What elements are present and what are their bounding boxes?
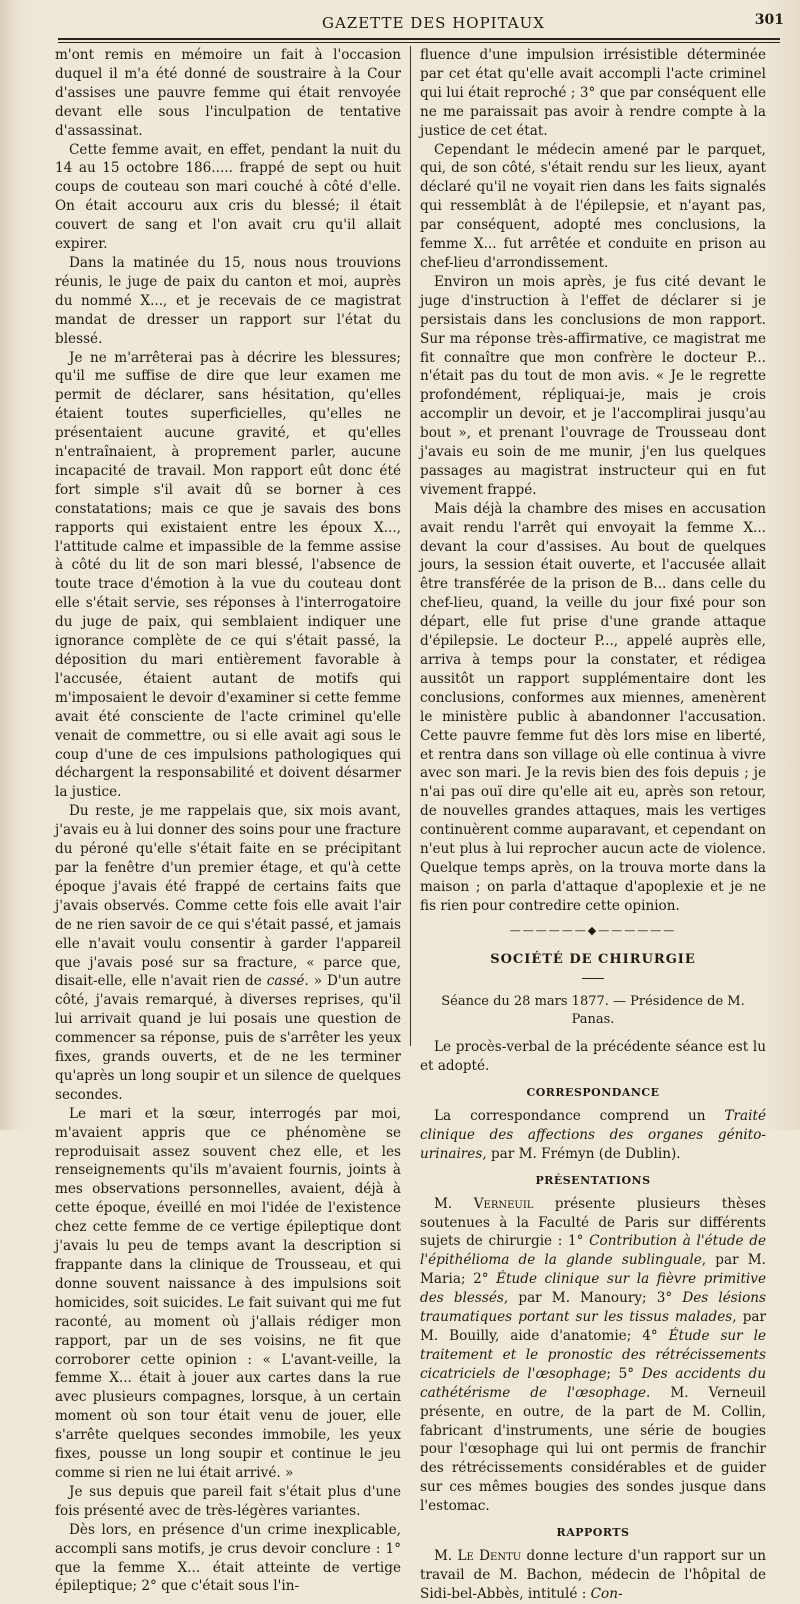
text-run: La correspondance comprend un: [434, 1108, 725, 1125]
header-rule-thick: [58, 38, 780, 40]
paragraph: [420, 1195, 766, 1516]
text-run: donne lecture d'un rapport sur un travail de M. Bachon, médecin de l'hôpital de Sidi-bel-Abbès, intitulé :: [420, 1547, 766, 1602]
emphasis: Étude sur le traitement et le pronostic des rétrécissements cicatriciels de l'œsophage: [420, 1328, 766, 1382]
paragraph: [420, 1547, 766, 1604]
paragraph: Le procès-verbal de la précédente séance est lu et adopté.: [420, 1039, 766, 1075]
paragraph: Je sus depuis que pareil fait s'était plus d'une fois présenté avec de très-légères variantes.: [55, 1483, 401, 1519]
left-column: [55, 46, 401, 1596]
paragraph: m'ont remis en mémoire un fait à l'occasion duquel il m'a été donné de soustraire à la Cour d'assises une pauvre femme qui était renvoyée devant elle sous l'inculpation de tentative d'assassinat.: [55, 47, 401, 139]
subheading-reports: RAPPORTS: [556, 1526, 630, 1540]
paragraph: [420, 1107, 766, 1164]
emphasis: Des lésions traumatiques portant sur les tissus malades: [420, 1290, 766, 1326]
header-rule-thin: [58, 42, 780, 43]
emphasis: Traité clinique des affections des organes génito-urinaires: [420, 1108, 766, 1162]
text-run: , par M. Maria; 2°: [420, 1252, 766, 1288]
paragraph: Mais déjà la chambre des mises en accusation avait rendu l'arrêt qui envoyait la femme X... devant la cour d'assises. Au bout de quelques jours, la session était ouverte, et l'accusée allait être transférée de la prison de B... dans celle du chef-lieu, quand, la veille du jour fixé pour son départ, elle fut prise d'une grande attaque d'épilepsie. Le docteur P..., appelé auprès elle, arriva à temps pour la constater, et rédigea aussitôt un rapport supplémentaire dont les conclusions, conformes aux miennes, amenèrent le ministère public à abandonner l'accusation. Cette pauvre femme fut dès lors mise en liberté, et rentra dans son village où elle continua à vivre avec son mari. Je la revis bien des fois depuis ; je n'ai pas ouï dire qu'elle ait eu, après son retour, de nouvelles grandes attaques, mais les vertiges continuèrent comme auparavant, et cependant on n'eut plus à lui reprocher aucun acte de violence. Quelque temps après, on la trouva morte dans la maison ; on parla d'attaque d'apoplexie et je ne fis rien pour contredire cette opinion.: [420, 500, 766, 914]
running-title: GAZETTE DES HOPITAUX: [322, 14, 545, 32]
speaker-name: M. Le Dentu: [434, 1547, 522, 1564]
text-run: , par M. Manoury; 3°: [503, 1290, 683, 1307]
text-run: présente plusieurs thèses soutenues à la Faculté de Paris sur différents sujets de chirurgie : 1°: [420, 1195, 766, 1250]
paragraph: fluence d'une impulsion irrésistible déterminée par cet état qu'elle avait accompli l'acte criminel qui lui était reproché ; 3° que par conséquent elle ne me paraissait pas avoir à rendre compte à la justice de cet état.: [420, 47, 766, 139]
text-run: . M. Verneuil présente, en outre, de la part de M. Collin, fabricant d'instruments, une série de bougies pour l'œsophage qui lui ont permis de franchir des rétrécissements considérables et de guider sur ces mêmes bougies des sondes jusque dans l'estomac.: [420, 1384, 766, 1515]
text-run: Du reste, je me rappelais que, six mois avant, j'avais eu à lui donner des soins pour une fracture du péroné qu'elle s'était faite en se précipitant par la fenêtre d'un premier étage, et qu'à cette époque j'avais été frappé de certains faits que j'avais observés. Comme cette fois elle avait l'air de ne rien savoir de ce qui s'était passé, et jamais elle n'avait voulu consentir à garder l'appareil que j'avais posé sur sa fracture, « parce que, disait-elle, elle n'avait rien de: [55, 803, 402, 990]
paragraph: Dès lors, en présence d'un crime inexplicable, accompli sans motifs, je crus devoir conclure : 1° que la femme X... était atteinte de vertige épileptique; 2° que c'était sous l'in-: [55, 1521, 401, 1595]
text-run: . » D'un autre côté, j'avais remarqué, à diverses reprises, qu'il lui arrivait quand je lui posais une question de commencer sa réponse, puis de s'arrêter les yeux fixes, grands ouverts, et de ne les terminer qu'après un long soupir et un silence de quelques secondes.: [55, 973, 401, 1103]
subheading-correspondence: CORRESPONDANCE: [526, 1086, 660, 1100]
right-column: [420, 46, 766, 1604]
emphasis: Con-: [590, 1585, 623, 1602]
emphasis: Des accidents du cathétérisme de l'œsophage: [420, 1365, 767, 1401]
text-run: , par M. Frémyn (de Dublin).: [482, 1145, 681, 1162]
text-run: , par M. Bouilly, aide d'anatomie; 4°: [420, 1309, 766, 1344]
section-title: SOCIÉTÉ DE CHIRURGIE: [490, 951, 696, 967]
paragraph: [55, 802, 401, 1105]
paragraph: Le mari et la sœur, interrogés par moi, m'avaient appris que ce phénomène se reproduisait assez souvent chez elle, et les renseignements qu'ils m'avaient fournis, joints à mes observations personnelles, avaient, déjà à cette époque, éveillé en moi l'idée de l'existence chez cette femme de ce vertige épileptique dont j'avais lu peu de temps avant la description si frappante dans la clinique de Trousseau, et qui donne souvent naissance à des impulsions soit homicides, soit suicides. Le fait suivant qui me fut raconté, au moment où j'allais rédiger mon rapport, par un de ses voisins, ne fit que corroborer cette opinion : « L'avant-veille, la femme X... était à jouer aux cartes dans la rue avec plusieurs compagnes, lorsque, à un certain moment où son tour était venu de jouer, elle s'arrête quelques secondes immobile, les yeux fixes, pousse un long soupir et continue le jeu comme si rien ne lui était arrivé. »: [55, 1105, 401, 1481]
paragraph: Dans la matinée du 15, nous nous trouvions réunis, le juge de paix du canton et moi, auprès du nommé X..., et je recevais de ce magistrat mandat de dresser un rapport sur l'état du blessé.: [55, 254, 401, 347]
emphasis: cassé: [266, 973, 305, 990]
page-number: 301: [754, 12, 784, 28]
paragraph: Cette femme avait, en effet, pendant la nuit du 14 au 15 octobre 186..... frappé de sept ou huit coups de couteau son mari couché à côté d'elle. On était accouru aux cris du blessé; il était couvert de sang et l'on avait cru qu'il allait expirer.: [55, 141, 401, 253]
session-line: Séance du 28 mars 1877. — Présidence de M. Panas.: [441, 993, 745, 1028]
paragraph: Je ne m'arrêterai pas à décrire les blessures; qu'il me suffise de dire que leur examen me permit de déclarer, sans hésitation, qu'elles étaient toutes superficielles, qu'elles ne présentaient aucune gravité, et qu'elles n'entraînaient, à proprement parler, aucune incapacité de travail. Mon rapport eût donc été fort simple s'il avait dû se borner à ces constatations; mais ce que je savais des bons rapports qui existaient entre les époux X..., l'attitude calme et impassible de la femme assise à côté du lit de son mari blessé, l'absence de toute trace d'émotion à la vue du couteau dont elle s'était servie, ses réponses à l'interrogatoire du juge de paix, qui semblaient indiquer une ignorance complète de ce qui s'était passé, la déposition du mari entièrement favorable à l'accusée, étaient autant de motifs qui m'imposaient le devoir d'examiner si cette femme avait été consciente de l'acte criminel qu'elle venait de commettre, ou si elle avait agi sous le coup d'une de ces impulsions pathologiques qui déchargent la responsabilité et doivent désarmer la justice.: [55, 349, 401, 801]
text-run: ; 5°: [606, 1365, 642, 1382]
column-divider: [410, 46, 411, 1046]
emphasis: Contribution à l'étude de l'épithélioma de la glande sublinguale: [420, 1233, 766, 1269]
emphasis: Étude clinique sur la fièvre primitive des blessés: [420, 1271, 766, 1307]
section-ornament: ——————◆——————: [509, 923, 677, 937]
paragraph: Environ un mois après, je fus cité devant le juge d'instruction à l'effet de déclarer si je persistais dans les conclusions de mon rapport. Sur ma réponse très-affirmative, ce magistrat me fit connaître que mon confrère le docteur P... n'était pas du tout de mon avis. « Je le regrette profondément, répliquai-je, mais je crois accomplir un devoir, et je l'accomplirai jusqu'au bout », et prenant l'ouvrage de Trousseau dont j'avais eu soin de me munir, j'en lus quelques passages au magistrat instructeur qui en fut vivement frappé.: [420, 273, 766, 498]
subheading-presentations: PRÉSENTATIONS: [535, 1173, 651, 1187]
short-rule: [582, 978, 604, 979]
paragraph: Cependant le médecin amené par le parquet, qui, de son côté, s'était rendu sur les lieux, ayant déclaré qu'il ne voyait rien dans les faits signalés qui ressemblât à de l'épilepsie, et n'ayant pas, par conséquent, adopté mes conclusions, la femme X... fut arrêtée et conduite en prison au chef-lieu d'arrondissement.: [420, 141, 766, 271]
speaker-name: M. Verneuil: [434, 1195, 534, 1212]
page-header: [50, 10, 790, 38]
